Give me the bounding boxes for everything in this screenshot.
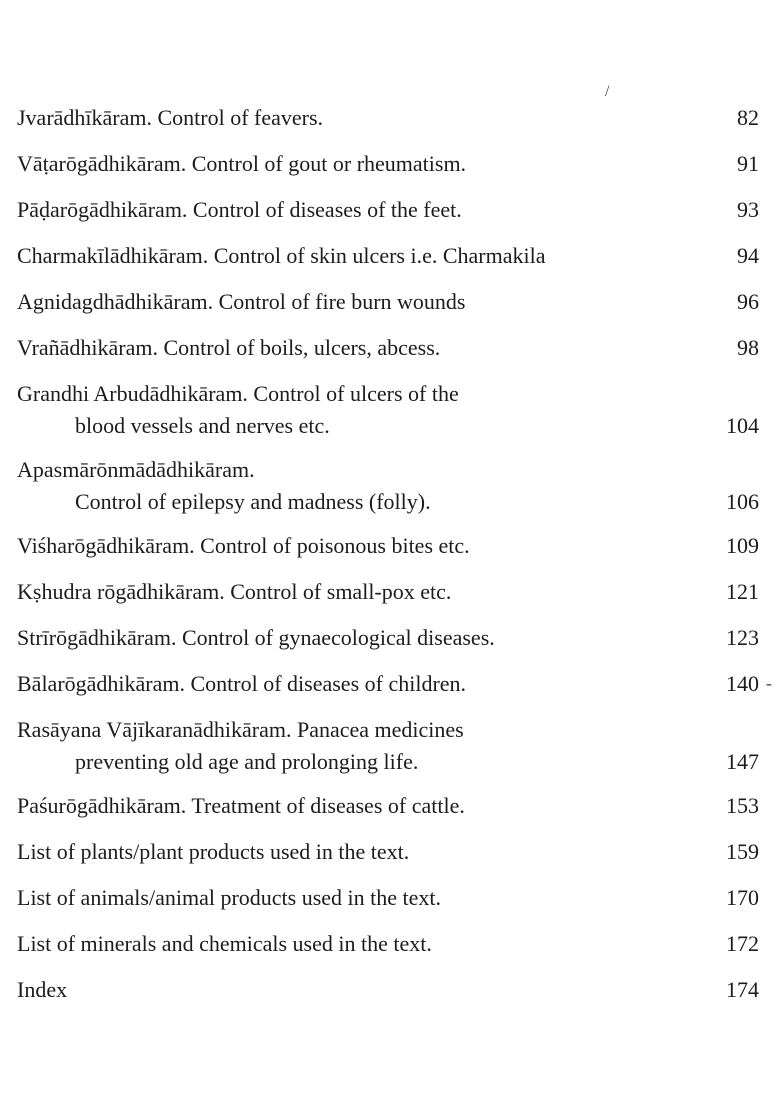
toc-entry-page: 140	[726, 671, 759, 696]
toc-entry	[17, 928, 761, 960]
toc-entry-page: 153	[726, 793, 759, 818]
toc-entry	[17, 286, 761, 318]
toc-entry-page: 91	[737, 151, 759, 176]
toc-entry	[17, 148, 761, 180]
toc-entry-page: 93	[737, 197, 759, 222]
toc-entry-page: 147	[726, 749, 759, 774]
toc-entry-page: 159	[726, 839, 759, 864]
toc-entry-title: Agnidagdhādhikāram. Control of fire burn wounds	[17, 289, 466, 314]
toc-entry-title-continued: blood vessels and nerves etc.	[75, 413, 330, 438]
toc-entry-title: List of plants/plant products used in the text.	[17, 839, 410, 864]
toc-entry-title: Jvarādhīkāram. Control of feavers.	[17, 105, 324, 130]
toc-entry-title: Rasāyana Vājīkaranādhikāram. Panacea medicines	[17, 717, 464, 742]
toc-entry-page: 94	[737, 243, 759, 268]
toc-entry-title: Grandhi Arbudādhikāram. Control of ulcers of the	[17, 381, 459, 406]
toc-entry-title-continued: Control of epilepsy and madness (folly).	[75, 489, 431, 514]
table-of-contents	[17, 102, 761, 1020]
toc-entry-page: 170	[726, 885, 759, 910]
toc-entry-page: 96	[737, 289, 759, 314]
toc-entry-title: Vrañādhikāram. Control of boils, ulcers, abcess.	[17, 335, 441, 360]
toc-entry-title: Kṣhudra rōgādhikāram. Control of small-pox etc.	[17, 579, 452, 604]
toc-entry	[17, 102, 761, 134]
toc-entry	[17, 790, 761, 822]
toc-entry-title: Pāḍarōgādhikāram. Control of diseases of the feet.	[17, 197, 462, 222]
toc-entry	[17, 378, 761, 442]
toc-entry	[17, 194, 761, 226]
toc-entry-title: Charmakīlādhikāram. Control of skin ulcers i.e. Charmakila	[17, 243, 546, 268]
toc-entry-page: 121	[726, 579, 759, 604]
toc-entry-page: 109	[726, 533, 759, 558]
toc-entry-page: 123	[726, 625, 759, 650]
toc-entry-page: 174	[726, 977, 759, 1002]
toc-entry-title: Strīrōgādhikāram. Control of gynaecological diseases.	[17, 625, 495, 650]
toc-entry	[17, 454, 761, 518]
toc-entry-title: List of animals/animal products used in the text.	[17, 885, 442, 910]
toc-entry-page: 106	[726, 489, 759, 514]
toc-entry-page: 104	[726, 413, 759, 438]
toc-entry-page: 98	[737, 335, 759, 360]
toc-entry	[17, 974, 761, 1006]
toc-entry-title: Viśharōgādhikāram. Control of poisonous bites etc.	[17, 533, 470, 558]
toc-entry-page: 172	[726, 931, 759, 956]
toc-entry-title-continued: preventing old age and prolonging life.	[75, 749, 419, 774]
stray-mark: /	[605, 83, 610, 100]
toc-entry-title: List of minerals and chemicals used in the text.	[17, 931, 432, 956]
toc-entry-page: 82	[737, 105, 759, 130]
toc-entry	[17, 836, 761, 868]
stray-mark: -	[766, 673, 772, 693]
toc-entry	[17, 714, 761, 778]
toc-entry	[17, 240, 761, 272]
toc-entry-title: Paśurōgādhikāram. Treatment of diseases of cattle.	[17, 793, 465, 818]
toc-entry	[17, 332, 761, 364]
toc-entry-title: Index	[17, 977, 68, 1002]
toc-entry-title: Apasmārōnmādādhikāram.	[17, 457, 255, 482]
toc-entry	[17, 576, 761, 608]
toc-entry-title: Vāṭarōgādhikāram. Control of gout or rheumatism.	[17, 151, 467, 176]
toc-entry	[17, 530, 761, 562]
toc-entry	[17, 668, 761, 700]
toc-entry-title: Bālarōgādhikāram. Control of diseases of children.	[17, 671, 467, 696]
toc-entry	[17, 882, 761, 914]
toc-entry	[17, 622, 761, 654]
